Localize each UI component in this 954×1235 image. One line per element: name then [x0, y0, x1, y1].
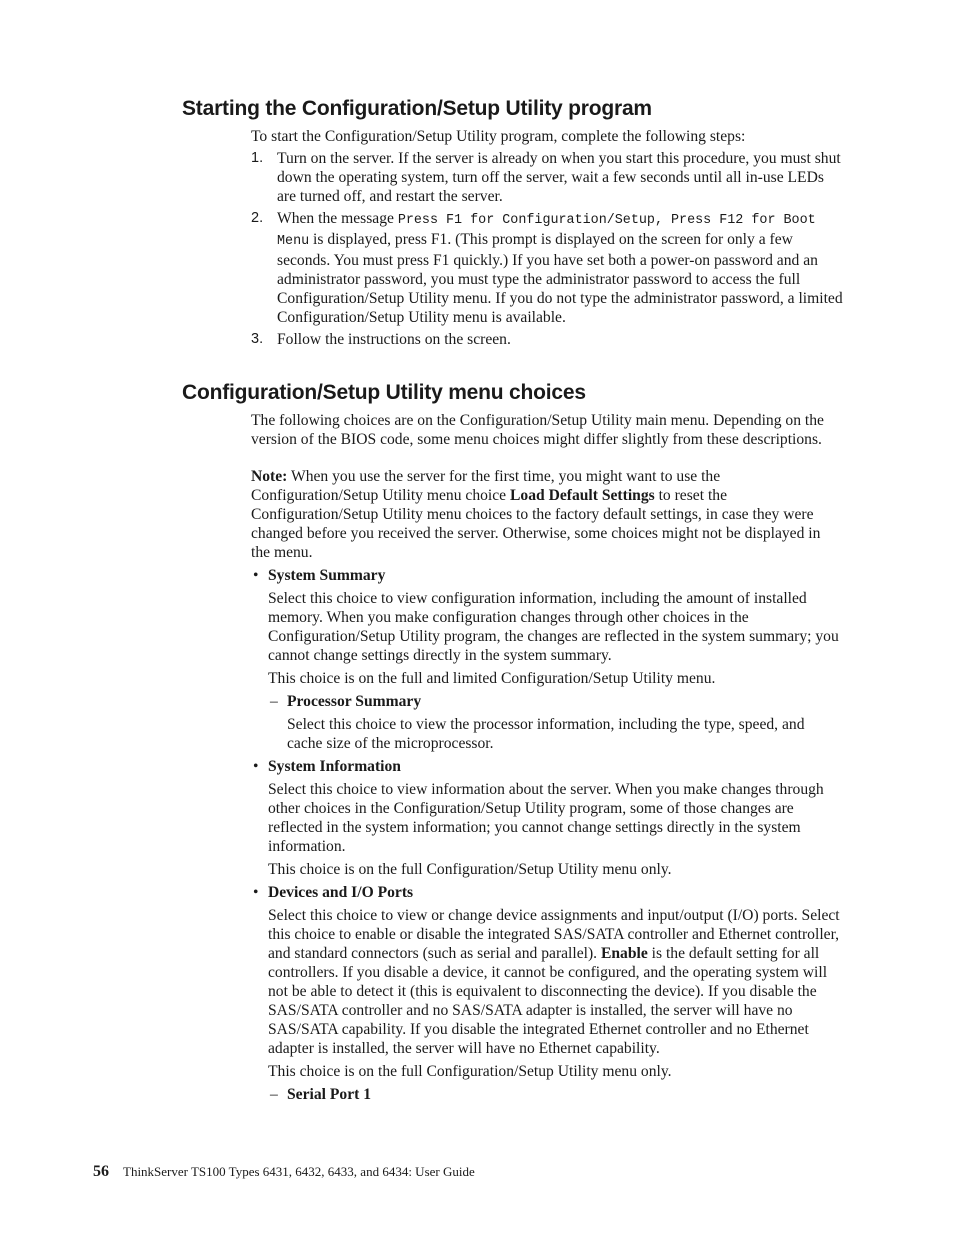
- footer-text: ThinkServer TS100 Types 6431, 6432, 6433, and 6434: User Guide: [123, 1164, 475, 1179]
- step-text-pre: When the message: [277, 210, 398, 227]
- bullet-icon: •: [253, 758, 259, 775]
- load-default-settings-term: Load Default Settings: [510, 487, 655, 504]
- note-paragraph: [251, 467, 843, 562]
- section-heading-starting: Starting the Configuration/Setup Utility program: [182, 97, 652, 120]
- section-menu-body: [251, 411, 843, 1104]
- step-number: 2.: [251, 210, 264, 226]
- bullet-title: System Summary: [268, 567, 386, 584]
- dash-icon: –: [270, 1086, 278, 1103]
- intro-paragraph: The following choices are on the Configuration/Setup Utility main menu. Depending on the version of the BIOS code, some menu choices might differ slightly from these descriptions.: [251, 412, 824, 448]
- bullet-description: Select this choice to view configuration information, including the amount of installed memory. When you make configuration changes through other choices in the Configuration/Setup Utility program, the changes are reflected in the system summary; you cannot change settings directly in the system summary.: [268, 590, 839, 664]
- step-number: 3.: [251, 331, 264, 347]
- step-item: [251, 149, 843, 206]
- bullet-title: Devices and I/O Ports: [268, 884, 414, 901]
- section-starting-body: [251, 127, 843, 349]
- section-heading-menu-choices: Configuration/Setup Utility menu choices: [182, 381, 586, 404]
- sub-item-serial-port-1: [268, 1085, 843, 1104]
- bullet-availability: This choice is on the full Configuration/Setup Utility menu only.: [268, 861, 672, 878]
- page-number: 56: [93, 1163, 109, 1180]
- page-footer: [93, 1163, 475, 1181]
- bullet-availability: This choice is on the full Configuration/Setup Utility menu only.: [268, 1063, 672, 1080]
- step-number: 1.: [251, 150, 264, 166]
- step-text: Follow the instructions on the screen.: [277, 331, 511, 348]
- bullet-title: System Information: [268, 758, 401, 775]
- step-item: [251, 209, 843, 327]
- bullet-item-system-information: [251, 757, 843, 879]
- bullet-item-system-summary: [251, 566, 843, 753]
- steps-list: [251, 149, 843, 349]
- prompt-message-code: Press F1 for Configuration/Setup, Press F12 for Boot Menu: [277, 213, 816, 249]
- dash-icon: –: [270, 693, 278, 710]
- step-text-post: is displayed, press F1. (This prompt is displayed on the screen for only a few seconds. You must press F1 quickly.) If you have set both a power-on password and an administrator password, you must type the administrator password to access the full Configuration/Setup Utility menu. If you do not type the administrator password, a limited Configuration/Setup Utility menu is available.: [277, 231, 843, 326]
- step-item: [251, 330, 843, 349]
- step-text: Turn on the server. If the server is already on when you start this procedure, you must shut down the operating system, turn off the server, wait a few seconds until all in-use LEDs are turned off, and restart the server.: [277, 150, 841, 205]
- note-text-pre: When you use the server for the first time, you might want to use the Configuration/Setup Utility menu choice: [251, 468, 721, 504]
- enable-term: Enable: [600, 945, 648, 962]
- intro-paragraph: To start the Configuration/Setup Utility program, complete the following steps:: [251, 128, 746, 145]
- bullet-icon: •: [253, 884, 259, 901]
- bullet-description: Select this choice to view or change device assignments and input/output (I/O) ports. Select this choice to enable or disable the integrated SAS/SATA controller and Ethernet controller, and standard connectors (such as serial and parallel). Enable is the default setting for all controllers. If you disable a device, it cannot be configured, and the operating system will not be able to detect it (this is equivalent to disconnecting the device). If you disable the SAS/SATA controller and no SAS/SATA adapter is installed, the server will have no SAS/SATA capability. If you disable the integrated Ethernet controller and no Ethernet adapter is installed, the server will have no Ethernet capability.: [268, 907, 840, 1057]
- sub-item-title: Serial Port 1: [287, 1086, 372, 1103]
- sub-item-processor-summary: [268, 692, 843, 753]
- note-text-post: to reset the Configuration/Setup Utility menu choices to the factory default settings, in case they were changed before you received the server. Otherwise, some choices might not be displayed in the menu.: [251, 487, 821, 561]
- sub-item-description: Select this choice to view the processor information, including the type, speed, and cache size of the microprocessor.: [287, 716, 805, 752]
- bullet-description: Select this choice to view information about the server. When you make changes through other choices in the Configuration/Setup Utility program, some of those changes are reflected in the system information; you cannot change settings directly in the system information.: [268, 781, 824, 855]
- bullet-availability: This choice is on the full and limited Configuration/Setup Utility menu.: [268, 670, 716, 687]
- bullet-icon: •: [253, 567, 259, 584]
- note-label: Note:: [251, 468, 288, 485]
- bullet-item-devices-io-ports: [251, 883, 843, 1104]
- sub-item-title: Processor Summary: [287, 693, 422, 710]
